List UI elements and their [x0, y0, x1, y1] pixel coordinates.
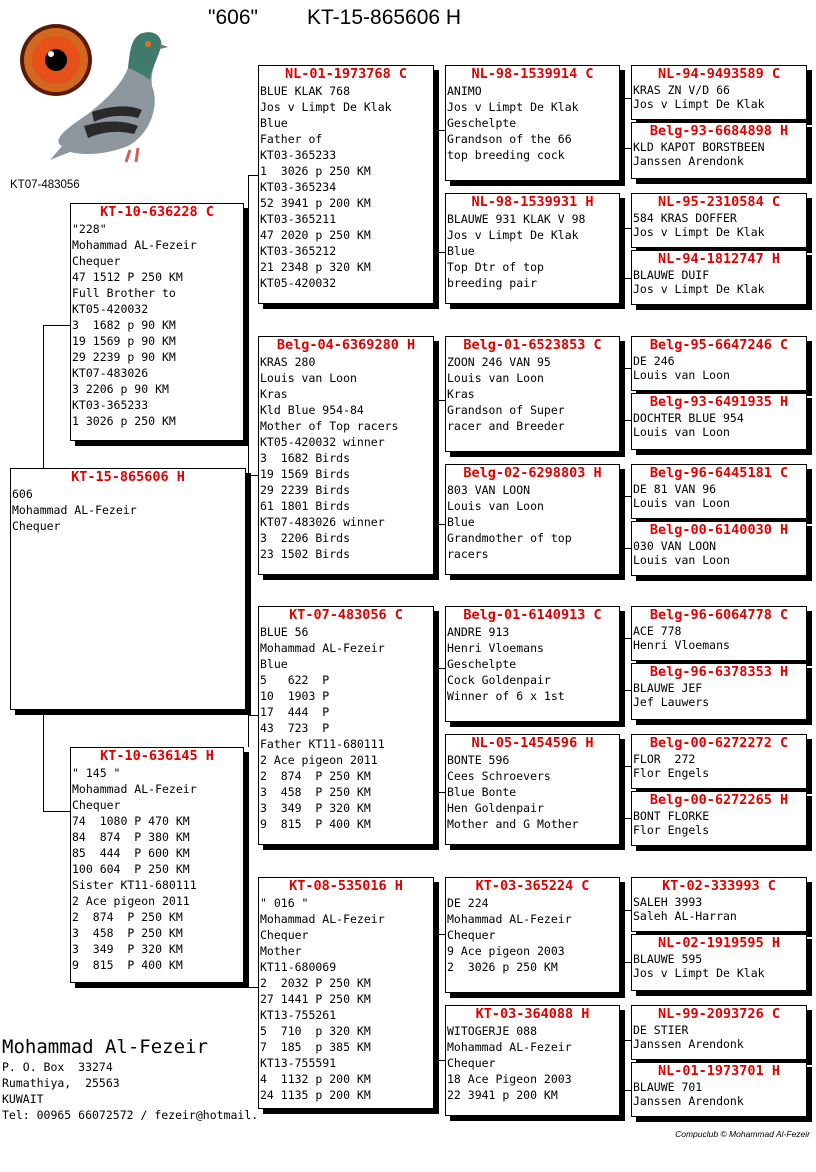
detail-line: 19 1569 Birds [260, 467, 351, 481]
connector-line [43, 811, 71, 812]
connector-line [622, 766, 631, 767]
detail-line: top breeding cock [447, 148, 565, 162]
detail-line: Chequer [12, 519, 61, 533]
pedigree-details [259, 624, 433, 832]
connector-line [248, 925, 249, 987]
ring-number: NL-01-1973701 H [658, 1063, 780, 1079]
detail-line: Blue [260, 116, 288, 130]
pedigree-details [632, 211, 806, 239]
ancestor-card [631, 663, 807, 720]
detail-line: KT03-365234 [260, 180, 337, 194]
detail-line: DE STIER [633, 1023, 689, 1037]
detail-line: Mother of Top racers [260, 419, 399, 433]
pedigree-details [632, 354, 806, 382]
detail-line: FLOR 272 [633, 752, 696, 766]
ring-number: KT-07-483056 C [289, 607, 403, 623]
detail-line: KT07-483026 winner [260, 515, 385, 529]
detail-line: Mohammad AL-Fezeir [12, 503, 137, 517]
pedigree-details [259, 83, 433, 291]
detail-line: Jos v Limpt De Klak [260, 100, 392, 114]
detail-line: BLUE 56 [260, 625, 309, 639]
detail-line: SALEH 3993 [633, 895, 703, 909]
ring-number: NL-95-2310584 C [658, 194, 780, 210]
ancestor-card [631, 521, 807, 576]
connector-line [622, 690, 631, 691]
great-grandparent-card [445, 1005, 620, 1116]
great-grandparent-card [445, 464, 620, 575]
detail-line: 19 1569 p 90 KM [72, 334, 176, 348]
ancestor-card [631, 65, 807, 120]
pigeon-photo [10, 14, 170, 164]
detail-line: Father of [260, 132, 323, 146]
detail-line: Mohammad AL-Fezeir [72, 782, 197, 796]
connector-line [436, 130, 445, 131]
detail-line: 61 1801 Birds [260, 499, 351, 513]
detail-line: Mohammad AL-Fezeir [260, 912, 385, 926]
detail-line: Jos v Limpt De Klak [447, 228, 579, 242]
pedigree-details [446, 1023, 619, 1103]
pedigree-details [259, 895, 433, 1103]
granddam-paternal-card [258, 336, 434, 575]
detail-line: BLAUWE 595 [633, 952, 703, 966]
detail-line: 4 1132 p 200 KM [260, 1072, 371, 1086]
detail-line: KT05-420032 winner [260, 435, 385, 449]
sire-card [70, 203, 244, 441]
detail-line: 2 3026 p 250 KM [447, 960, 558, 974]
ring-number: NL-99-2093726 C [658, 1006, 780, 1022]
ring-number: Belg-96-6064778 C [649, 607, 789, 623]
detail-line: Mohammad AL-Fezeir [260, 641, 385, 655]
detail-line: 43 723 P [260, 721, 330, 735]
detail-line: Kras [260, 387, 288, 401]
detail-line: Blue [447, 244, 475, 258]
detail-line: 24 1135 p 200 KM [260, 1088, 371, 1102]
owner-address-line: P. O. Box 33274 [2, 1060, 113, 1074]
detail-line: Blue [260, 657, 288, 671]
ancestor-card [631, 791, 807, 846]
owner-contact-line: Tel: 00965 66072572 / fezeir@hotmail. [2, 1108, 259, 1122]
detail-line: Jos v Limpt De Klak [633, 966, 765, 980]
ring-number: Belg-95-6647246 C [649, 337, 789, 353]
detail-line: 3 349 P 320 KM [260, 801, 371, 815]
ring-number: NL-94-1812747 H [658, 251, 780, 267]
dam-card [70, 747, 244, 983]
connector-line [436, 1060, 445, 1061]
pedigree-details [632, 895, 806, 923]
detail-line: Chequer [260, 928, 309, 942]
pedigree-details [446, 482, 619, 562]
detail-line: Janssen Arendonk [633, 1094, 744, 1108]
detail-line: 2 874 P 250 KM [260, 769, 371, 783]
ancestor-card [631, 734, 807, 789]
detail-line: 584 KRAS DOFFER [633, 211, 737, 225]
detail-line: 29 2239 p 90 KM [72, 350, 176, 364]
ring-number: NL-98-1539914 C [471, 66, 594, 82]
detail-line: Mohammad AL-Fezeir [72, 238, 197, 252]
detail-line: 22 3941 p 200 KM [447, 1088, 558, 1102]
owner-name: Mohammad Al-Fezeir [2, 1036, 208, 1058]
ancestor-card [631, 1005, 807, 1060]
ring-number: NL-98-1539931 H [471, 194, 594, 210]
connector-line [622, 420, 631, 421]
pedigree-details [632, 411, 806, 439]
pedigree-details [632, 1023, 806, 1051]
ring-number: Belg-01-6523853 C [463, 337, 602, 353]
detail-line: Mother and G Mother [447, 817, 579, 831]
detail-line: 84 874 P 380 KM [72, 830, 190, 844]
detail-line: BLAUWE 701 [633, 1080, 703, 1094]
detail-line: 030 VAN LOON [633, 539, 717, 553]
detail-line: 2 Ace pigeon 2011 [260, 753, 378, 767]
ring-number: Belg-96-6445181 C [649, 465, 789, 481]
detail-line: BONTE 596 [447, 753, 510, 767]
connector-line [436, 792, 445, 793]
connector-line [622, 368, 631, 369]
owner-address-line: KUWAIT [2, 1092, 44, 1106]
detail-line: 2 2032 P 250 KM [260, 976, 371, 990]
ring-number: Belg-00-6140030 H [649, 522, 789, 538]
detail-line: KT03-365233 [72, 398, 149, 412]
detail-line: WITOGERJE 088 [447, 1024, 538, 1038]
pedigree-details [71, 765, 243, 973]
pedigree-details [632, 539, 806, 567]
detail-line: KT07-483026 [72, 366, 149, 380]
detail-line: Henri Vloemans [633, 638, 730, 652]
detail-line: 10 1903 P [260, 689, 330, 703]
detail-line: 27 1441 P 250 KM [260, 992, 371, 1006]
detail-line: Janssen Arendonk [633, 154, 744, 168]
ancestor-card [631, 464, 807, 519]
eye-image [20, 24, 92, 96]
pedigree-details [632, 624, 806, 652]
detail-line: breeding pair [447, 276, 538, 290]
detail-line: DOCHTER BLUE 954 [633, 411, 744, 425]
pedigree-details [446, 83, 619, 163]
detail-line: 52 3941 p 200 KM [260, 196, 371, 210]
detail-line: ZOON 246 VAN 95 [447, 355, 551, 369]
detail-line: Sister KT11-680111 [72, 878, 197, 892]
pedigree-details [632, 809, 806, 837]
ancestor-card [631, 606, 807, 661]
detail-line: DE 81 VAN 96 [633, 482, 717, 496]
detail-line: Cock Goldenpair [447, 673, 551, 687]
detail-line: 85 444 P 600 KM [72, 846, 190, 860]
ring-number: Belg-04-6369280 H [276, 337, 416, 353]
connector-line [622, 148, 631, 149]
great-grandparent-card [445, 336, 620, 452]
pedigree-details [632, 482, 806, 510]
detail-line: Louis van Loon [447, 371, 544, 385]
great-grandparent-card [445, 606, 620, 722]
detail-line: 9 815 P 400 KM [260, 817, 371, 831]
detail-line: Cees Schroevers [447, 769, 551, 783]
ring-number: KT-15-865606 H [71, 469, 185, 485]
detail-line: Blue Bonte [447, 785, 517, 799]
ring-number: KT-08-535016 H [289, 878, 403, 894]
detail-line: KT13-755591 [260, 1056, 337, 1070]
ring-number: KT-02-333993 C [662, 878, 776, 894]
ring-number: NL-02-1919595 H [658, 935, 780, 951]
ring-number: Belg-00-6272272 C [649, 735, 789, 751]
detail-line: Jos v Limpt De Klak [633, 225, 765, 239]
ring-number: Belg-01-6140913 C [463, 607, 602, 623]
connector-line [622, 548, 631, 549]
detail-line: KT03-365233 [260, 148, 337, 162]
detail-line: 3 349 P 320 KM [72, 942, 183, 956]
ring-number: Belg-96-6378353 H [649, 664, 789, 680]
detail-line: Geschelpte [447, 657, 517, 671]
ancestor-card [631, 193, 807, 248]
detail-line: 803 VAN LOON [447, 483, 531, 497]
detail-line: Father KT11-680111 [260, 737, 385, 751]
detail-line: 5 710 p 320 KM [260, 1024, 371, 1038]
pedigree-details [632, 1080, 806, 1108]
ring-number: KT-10-636145 H [100, 748, 214, 764]
detail-line: ANDRE 913 [447, 625, 510, 639]
detail-line: " 016 " [260, 896, 309, 910]
ancestor-card [631, 393, 807, 450]
connector-line [43, 325, 71, 326]
connector-line [622, 1040, 631, 1041]
connector-line [622, 910, 631, 911]
detail-line: 2 Ace pigeon 2011 [72, 894, 190, 908]
detail-line: " 145 " [72, 766, 121, 780]
detail-line: 47 2020 p 250 KM [260, 228, 371, 242]
detail-line: Blue [447, 515, 475, 529]
detail-line: Mother [260, 944, 302, 958]
detail-line: 3 2206 p 90 KM [72, 382, 169, 396]
detail-line: KRAS ZN V/D 66 [633, 83, 730, 97]
detail-line: 606 [12, 487, 33, 501]
detail-line: Winner of 6 x 1st [447, 689, 565, 703]
owner-address-line: Rumathiya, 25563 [2, 1076, 120, 1090]
granddam-maternal-card [258, 877, 434, 1109]
detail-line: BLAUWE DUIF [633, 268, 710, 282]
detail-line: KT05-420032 [72, 302, 149, 316]
footer-credit: Compuclub © Mohammad Al-Fezeir [675, 1129, 810, 1139]
detail-line: 47 1512 P 250 KM [72, 270, 183, 284]
connector-line [622, 98, 631, 99]
detail-line: Saleh AL-Harran [633, 909, 737, 923]
connector-line [43, 325, 44, 469]
detail-line: Grandson of the 66 [447, 132, 572, 146]
detail-line: 74 1080 P 470 KM [72, 814, 190, 828]
detail-line: KT13-755261 [260, 1008, 337, 1022]
detail-line: "228" [72, 222, 107, 236]
connector-line [248, 715, 258, 716]
detail-line: Chequer [72, 798, 121, 812]
great-grandparent-card [445, 193, 620, 304]
detail-line: BLAUWE 931 KLAK V 98 [447, 212, 586, 226]
connector-line [622, 228, 631, 229]
detail-line: BLUE KLAK 768 [260, 84, 351, 98]
detail-line: KT03-365212 [260, 244, 337, 258]
detail-line: ANIMO [447, 84, 482, 98]
connector-line [43, 709, 44, 811]
connector-line [436, 934, 445, 935]
detail-line: 3 2206 Birds [260, 531, 351, 545]
pigeon-name-title: "606" [208, 6, 258, 29]
ancestor-card [631, 1062, 807, 1117]
detail-line: Louis van Loon [633, 496, 730, 510]
connector-line [248, 987, 258, 988]
pedigree-details [632, 752, 806, 780]
detail-line: 9 Ace pigeon 2003 [447, 944, 565, 958]
ring-number: NL-94-9493589 C [658, 66, 780, 82]
detail-line: Jef Lauwers [633, 695, 710, 709]
pedigree-details [632, 140, 806, 168]
detail-line: Kras [447, 387, 475, 401]
pedigree-details [11, 486, 245, 534]
detail-line: racers [447, 547, 489, 561]
detail-line: Jos v Limpt De Klak [447, 100, 579, 114]
detail-line: Mohammad AL-Fezeir [447, 912, 572, 926]
ring-number: KT-03-365224 C [475, 878, 590, 894]
detail-line: BONT FLORKE [633, 809, 710, 823]
connector-line [248, 475, 258, 476]
detail-line: 9 815 P 400 KM [72, 958, 183, 972]
detail-line: BLAUWE JEF [633, 681, 703, 695]
ring-number: Belg-93-6491935 H [649, 394, 789, 410]
ancestor-card [631, 250, 807, 305]
ring-number: NL-01-1973768 C [285, 66, 407, 82]
connector-line [622, 1090, 631, 1091]
pedigree-details [632, 952, 806, 980]
detail-line: Full Brother to [72, 286, 176, 300]
connector-line [436, 252, 445, 253]
ring-number: KT-10-636228 C [100, 204, 214, 220]
detail-line: 100 604 P 250 KM [72, 862, 190, 876]
detail-line: Grandson of Super [447, 403, 565, 417]
pedigree-details [259, 354, 433, 562]
pigeon-ring-title: KT-15-865606 H [307, 6, 462, 29]
great-grandparent-card [445, 65, 620, 181]
detail-line: 21 2348 p 320 KM [260, 260, 371, 274]
pedigree-details [632, 681, 806, 709]
detail-line: Grandmother of top [447, 531, 572, 545]
ancestor-card [631, 877, 807, 932]
pedigree-details [632, 83, 806, 111]
detail-line: 3 458 P 250 KM [72, 926, 183, 940]
connector-line [248, 175, 258, 176]
detail-line: Chequer [447, 1056, 496, 1070]
detail-line: Flor Engels [633, 823, 710, 837]
ring-number: Belg-93-6684898 H [649, 123, 789, 139]
detail-line: 1 3026 p 250 KM [260, 164, 371, 178]
detail-line: Top Dtr of top [447, 260, 544, 274]
detail-line: 3 458 P 250 KM [260, 785, 371, 799]
detail-line: Louis van Loon [633, 368, 730, 382]
pedigree-details [446, 211, 619, 291]
connector-line [622, 278, 631, 279]
detail-line: Janssen Arendonk [633, 1037, 744, 1051]
pedigree-details [446, 624, 619, 704]
photo-ring-caption: KT07-483056 [10, 179, 80, 191]
pedigree-details [632, 268, 806, 296]
detail-line: Louis van Loon [447, 499, 544, 513]
connector-line [436, 524, 445, 525]
pedigree-details [446, 354, 619, 434]
detail-line: Louis van Loon [260, 371, 357, 385]
detail-line: KT03-365211 [260, 212, 337, 226]
detail-line: KT11-680069 [260, 960, 337, 974]
detail-line: DE 246 [633, 354, 675, 368]
detail-line: Hen Goldenpair [447, 801, 544, 815]
detail-line: KRAS 280 [260, 355, 316, 369]
detail-line: 23 1502 Birds [260, 547, 351, 561]
grandsire-maternal-card [258, 606, 434, 845]
detail-line: 2 874 P 250 KM [72, 910, 183, 924]
connector-line [436, 400, 445, 401]
subject-pigeon-card [10, 468, 246, 710]
great-grandparent-card [445, 877, 620, 993]
detail-line: 3 1682 Birds [260, 451, 351, 465]
detail-line: racer and Breeder [447, 419, 565, 433]
detail-line: Geschelpte [447, 116, 517, 130]
ring-number: KT-03-364088 H [475, 1006, 590, 1022]
detail-line: 18 Ace Pigeon 2003 [447, 1072, 572, 1086]
pedigree-details [446, 752, 619, 832]
detail-line: Jos v Limpt De Klak [633, 97, 765, 111]
connector-line [622, 638, 631, 639]
grandsire-paternal-card [258, 65, 434, 304]
detail-line: 17 444 P [260, 705, 330, 719]
detail-line: DE 224 [447, 896, 489, 910]
connector-line [622, 818, 631, 819]
detail-line: Chequer [72, 254, 121, 268]
detail-line: Mohammad AL-Fezeir [447, 1040, 572, 1054]
connector-line [248, 443, 249, 475]
detail-line: Kld Blue 954-84 [260, 403, 364, 417]
connector-line [248, 715, 249, 747]
detail-line: KLD KAPOT BORSTBEEN [633, 140, 765, 154]
ancestor-card [631, 336, 807, 391]
detail-line: 3 1682 p 90 KM [72, 318, 176, 332]
pedigree-details [71, 221, 243, 429]
ring-number: NL-05-1454596 H [471, 735, 594, 751]
detail-line: 7 185 p 385 KM [260, 1040, 371, 1054]
detail-line: Louis van Loon [633, 425, 730, 439]
detail-line: 5 622 P [260, 673, 330, 687]
connector-line [436, 668, 445, 669]
great-grandparent-card [445, 734, 620, 845]
detail-line: KT05-420032 [260, 276, 337, 290]
ring-number: Belg-00-6272265 H [649, 792, 789, 808]
connector-line [622, 496, 631, 497]
detail-line: Henri Vloemans [447, 641, 544, 655]
pedigree-details [446, 895, 619, 975]
detail-line: Louis van Loon [633, 553, 730, 567]
detail-line: Jos v Limpt De Klak [633, 282, 765, 296]
connector-line [622, 962, 631, 963]
ring-number: Belg-02-6298803 H [463, 465, 602, 481]
ancestor-card [631, 122, 807, 179]
detail-line: Chequer [447, 928, 496, 942]
detail-line: ACE 778 [633, 624, 682, 638]
ancestor-card [631, 934, 807, 991]
connector-line [248, 175, 249, 239]
detail-line: Flor Engels [633, 766, 710, 780]
detail-line: 29 2239 Birds [260, 483, 351, 497]
detail-line: 1 3026 p 250 KM [72, 414, 176, 428]
